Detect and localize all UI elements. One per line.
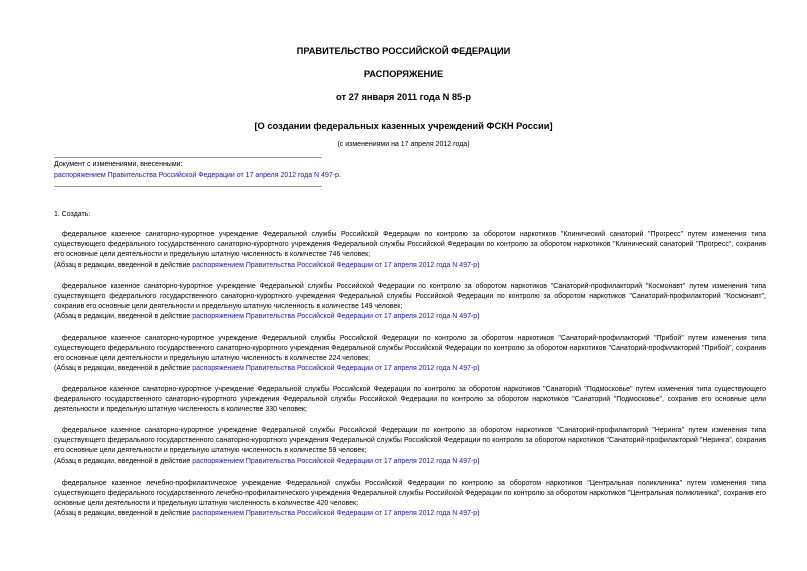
paragraph-3 — [54, 334, 766, 364]
redaction-note-3 — [54, 365, 480, 372]
paragraph-5 — [54, 426, 766, 456]
paragraph-1 — [54, 230, 766, 260]
redaction-prefix: (Абзац в редакции, введенной в действие — [54, 510, 193, 517]
redaction-link[interactable]: распоряжением Правительства Российской Федерации от 17 апреля 2012 года N 497-р — [192, 510, 478, 517]
redaction-prefix: (Абзац в редакции, введенной в действие — [54, 365, 193, 372]
paragraph-5-text: федеральное казенное санаторно-курортное учреждение Федеральной службы Российской Федерации по контролю за оборотом наркотиков "Санаторий-профилакторий "Неринга" путем изменения типа существующего федерального государственного санаторно-курортного учреждения Федеральной службы Российской Федерации по контролю за оборотом наркотиков "Санаторий-профилакторий "Неринга", сохранив его основные цели деятельности и предельную штатную численность в количестве 59 человек; — [54, 427, 766, 454]
redaction-note-6 — [54, 510, 480, 517]
redaction-note-1 — [54, 262, 480, 269]
paragraph-6-text: федеральное казенное лечебно-профилактическое учреждение Федеральной службы Российской Федерации по контролю за оборотом наркотиков "Центральная поликлиника" путем изменения типа существующего федерального государственного лечебно-профилактического учреждения Федеральной службы Российской Федерации по контролю за оборотом наркотиков "Центральная поликлиника", сохранив его основные цели деятельности и предельную штатную численность в количестве 420 человек; — [54, 480, 766, 507]
paragraph-4 — [54, 385, 766, 415]
redaction-note-2 — [54, 313, 480, 320]
government-heading: ПРАВИТЕЛЬСТВО РОССИЙСКОЙ ФЕДЕРАЦИИ — [296, 46, 511, 56]
changes-note: (с изменениями на 17 апреля 2012 года) — [337, 141, 470, 148]
paragraph-4-text: федеральное казенное санаторно-курортное учреждение Федеральной службы Российской Федерации по контролю за оборотом наркотиков "Санаторий "Подмосковье" путем изменения типа существующего федерального государственного санаторно-курортного учреждения Федеральной службы Российской Федерации по контролю за оборотом наркотиков "Санаторий "Подмосковье", сохранив его основные цели деятельности и предельную штатную численность в количестве 330 человек; — [54, 386, 766, 413]
document-type: РАСПОРЯЖЕНИЕ — [363, 69, 444, 79]
redaction-link[interactable]: распоряжением Правительства Российской Федерации от 17 апреля 2012 года N 497-р — [192, 262, 478, 269]
redaction-prefix: (Абзац в редакции, введенной в действие — [54, 458, 193, 465]
amendment-link-suffix: . — [338, 172, 341, 179]
amendments-note — [54, 172, 341, 179]
redaction-suffix: ) — [477, 262, 480, 269]
paragraph-3-text: федеральное казенное санаторно-курортное учреждение Федеральной службы Российской Федерации по контролю за оборотом наркотиков "Санаторий-профилакторий "Прибой" путем изменения типа существующего федерального государственного санаторно-курортного учреждения Федеральной службы Российской Федерации по контролю за оборотом наркотиков "Санаторий-профилакторий "Прибой", сохранив его основные цели деятельности и предельную штатную численность в количестве 224 человек; — [54, 335, 766, 362]
redaction-suffix: ) — [477, 510, 480, 517]
redaction-suffix: ) — [477, 313, 480, 320]
redaction-prefix: (Абзац в редакции, введенной в действие — [54, 262, 193, 269]
paragraph-1-text: федеральное казенное санаторно-курортное учреждение Федеральной службы Российской Федерации по контролю за оборотом наркотиков "Клинический санаторий "Прогресс" путем изменения типа существующего федерального государственного санаторно-курортного учреждения Федеральной службы Российской Федерации по контролю за оборотом наркотиков "Клинический санаторий "Прогресс", сохранив его основные цели деятельности и предельную штатную численность в количестве 746 человек; — [54, 231, 766, 258]
redaction-suffix: ) — [477, 458, 480, 465]
paragraph-6 — [54, 479, 766, 509]
redaction-link[interactable]: распоряжением Правительства Российской Федерации от 17 апреля 2012 года N 497-р — [192, 313, 478, 320]
amendments-label: Документ с изменениями, внесенными: — [54, 161, 183, 168]
paragraph-2-text: федеральное казенное санаторно-курортное учреждение Федеральной службы Российской Федерации по контролю за оборотом наркотиков "Санаторий-профилакторий "Космонавт" путем изменения типа существующего федерального государственного санаторно-курортного учреждения Федеральной службы Российской Федерации по контролю за оборотом наркотиков "Санаторий-профилакторий "Космонавт", сохранив его основные цели деятельности и предельную штатную численность в количестве 149 человек; — [54, 283, 766, 310]
note-bottom-divider — [54, 186, 322, 187]
document-title: [О создании федеральных казенных учреждений ФСКН России] — [254, 121, 553, 131]
note-top-divider — [54, 157, 322, 158]
redaction-link[interactable]: распоряжением Правительства Российской Федерации от 17 апреля 2012 года N 497-р — [192, 458, 478, 465]
amendment-link[interactable]: распоряжением Правительства Российской Федерации от 17 апреля 2012 года N 497-р — [54, 172, 339, 179]
paragraph-2 — [54, 282, 766, 312]
redaction-link[interactable]: распоряжением Правительства Российской Федерации от 17 апреля 2012 года N 497-р — [192, 365, 478, 372]
redaction-suffix: ) — [477, 365, 480, 372]
clause-1-heading: 1. Создать: — [54, 211, 91, 218]
redaction-note-5 — [54, 458, 480, 465]
redaction-prefix: (Абзац в редакции, введенной в действие — [54, 313, 193, 320]
document-date-number: от 27 января 2011 года N 85-р — [336, 92, 471, 102]
